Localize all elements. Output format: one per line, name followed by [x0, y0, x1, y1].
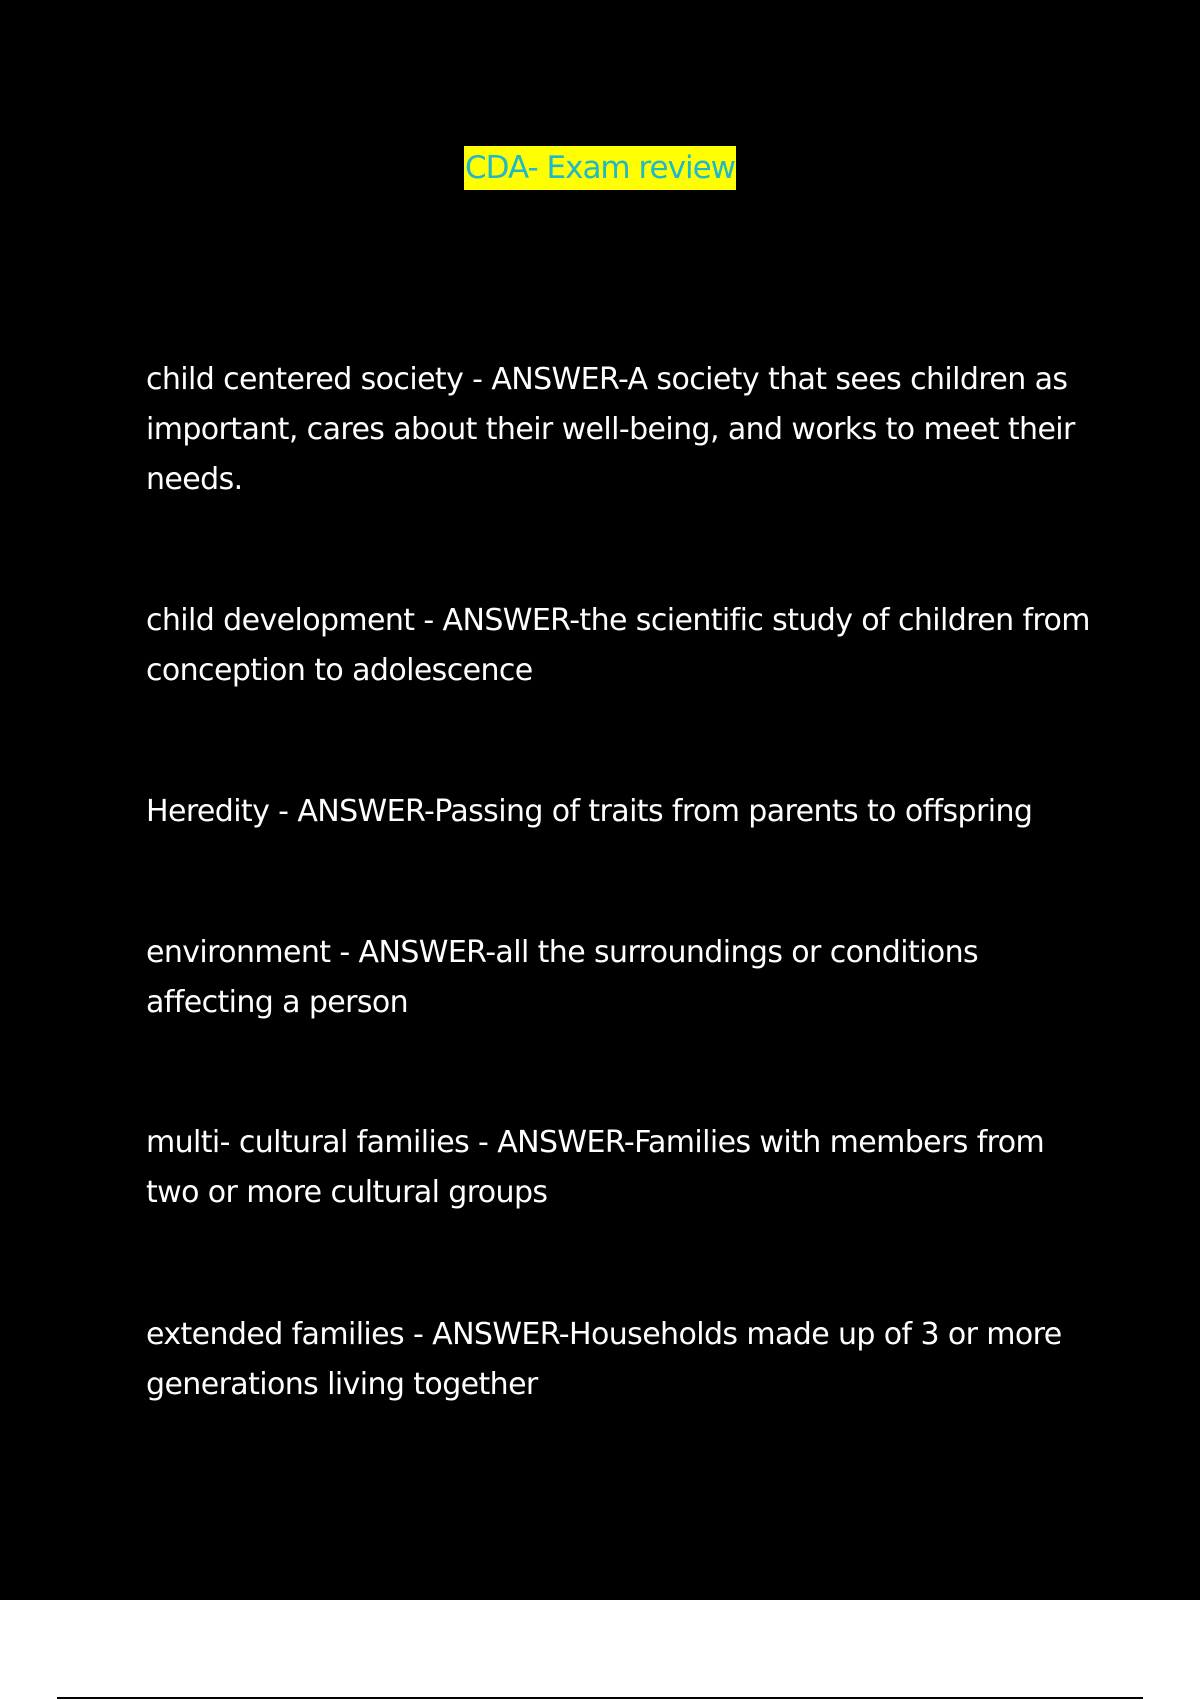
qa-entry-heredity: Heredity - ANSWER-Passing of traits from parents to offspring [146, 794, 1033, 829]
footer-divider [57, 1697, 1143, 1699]
title-row [0, 146, 1200, 190]
qa-entry-extended-families: extended families - ANSWER-Households made up of 3 or more generations living together [146, 1317, 1062, 1402]
qa-entry-multi-cultural-families: multi- cultural families - ANSWER-Families with members from two or more cultural groups [146, 1125, 1045, 1210]
qa-entry-child-development: child development - ANSWER-the scientific study of children from conception to adolescence [146, 603, 1090, 688]
document-title: CDA- Exam review [464, 146, 736, 190]
qa-entry-child-centered-society: child centered society - ANSWER-A society that sees children as important, cares about their well-being, and works to meet their needs. [146, 362, 1075, 497]
qa-entry-environment: environment - ANSWER-all the surroundings or conditions affecting a person [146, 935, 979, 1020]
